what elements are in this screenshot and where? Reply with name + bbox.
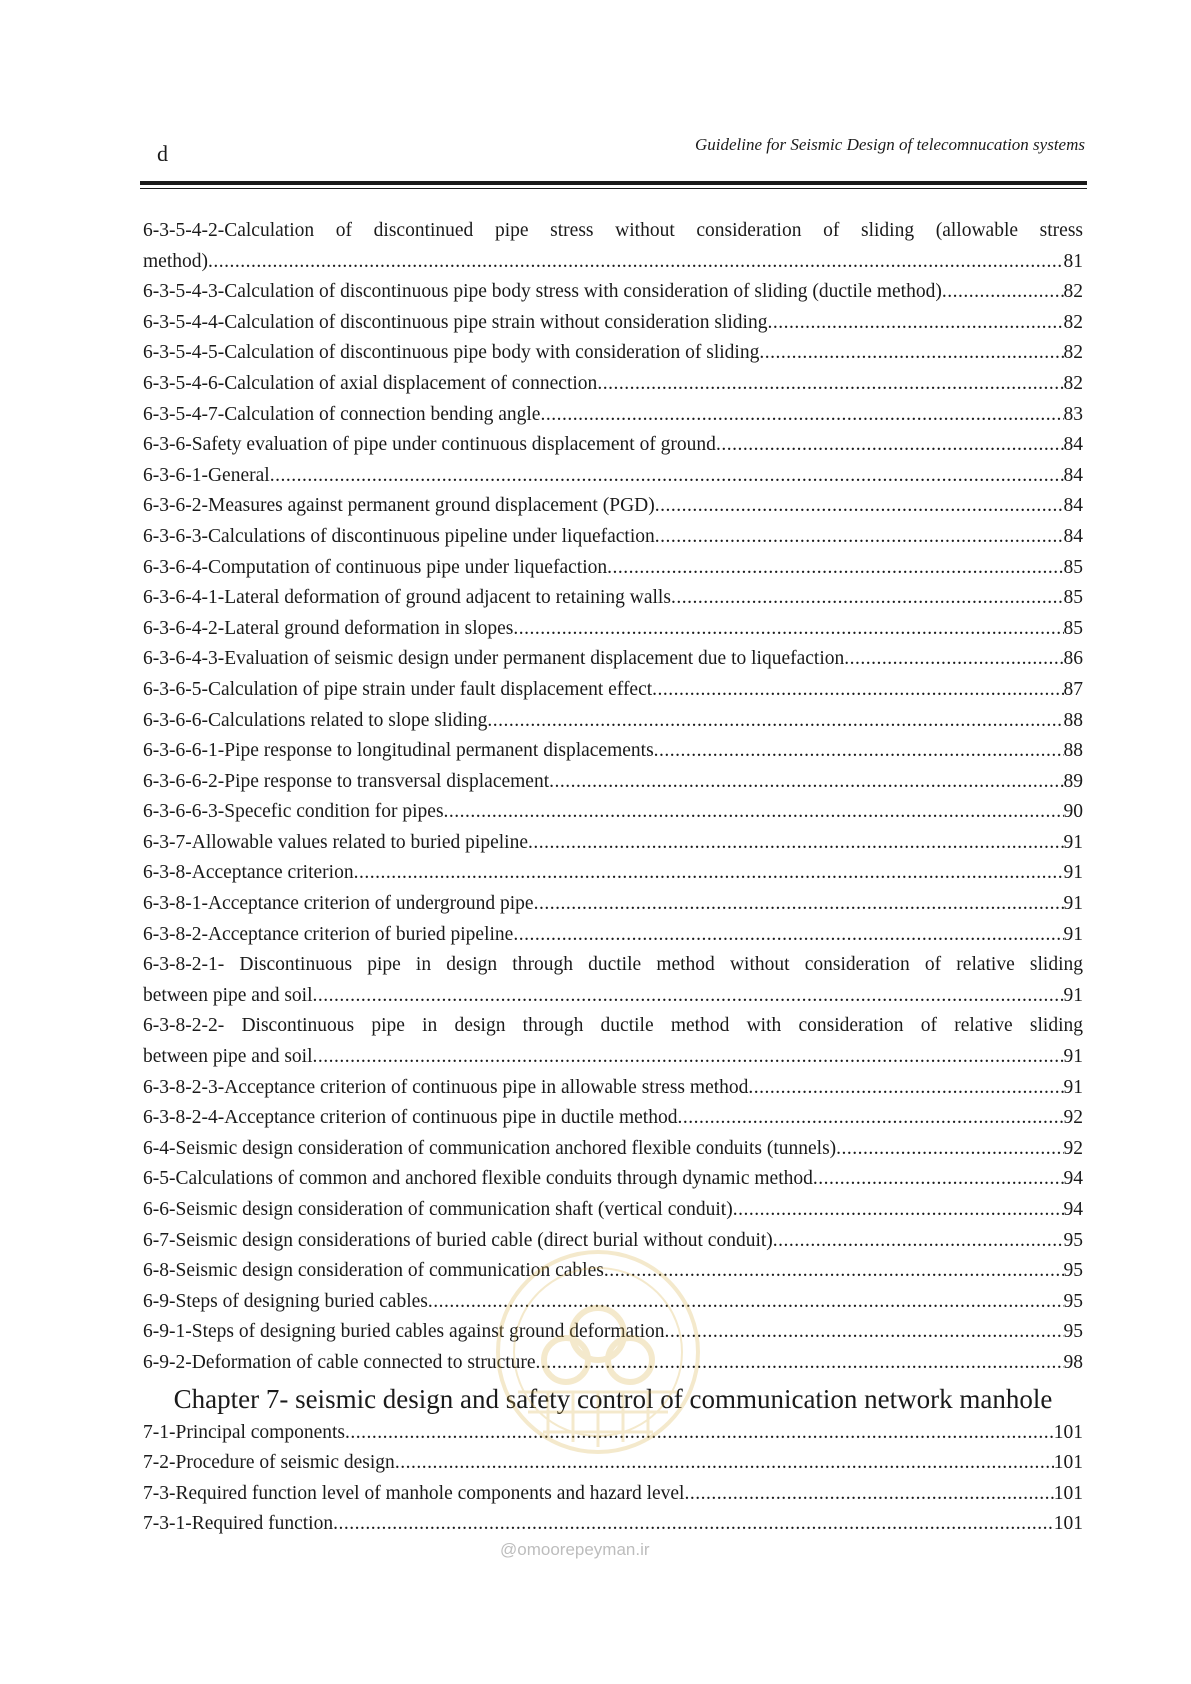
toc-entry-title: 7-3-Required function level of manhole components and hazard level <box>143 1482 685 1504</box>
toc-entry-page: 84 <box>1063 464 1083 486</box>
toc-leader-dots <box>716 430 1064 461</box>
toc-entry-page: 91 <box>1063 862 1083 884</box>
toc-entry-title: 6-3-6-2-Measures against permanent ground displacement (PGD) <box>143 495 655 517</box>
toc-entry <box>143 644 1083 675</box>
toc-entry-page: 101 <box>1053 1452 1083 1474</box>
toc-entry-title: 6-3-6-3-Calculations of discontinuous pipeline under liquefaction <box>143 525 655 547</box>
page-letter: d <box>157 141 168 166</box>
toc-leader-dots <box>528 828 1064 859</box>
toc-leader-dots <box>655 522 1064 553</box>
toc-entry-page: 92 <box>1063 1137 1083 1159</box>
toc-leader-dots <box>536 1348 1064 1379</box>
toc-leader-dots <box>677 1103 1063 1134</box>
toc-entry-title: 6-6-Seismic design consideration of communication shaft (vertical conduit) <box>143 1199 733 1220</box>
toc-entry-page: 92 <box>1063 1107 1083 1129</box>
toc-entry-title: 6-3-6-1-General <box>143 464 270 486</box>
toc-entry <box>143 1479 1083 1510</box>
toc-leader-dots <box>313 981 1064 1012</box>
toc-leader-dots <box>671 583 1064 614</box>
toc-entry <box>143 1348 1083 1379</box>
toc-entry-row <box>143 1348 1083 1379</box>
toc-entry <box>143 430 1083 461</box>
toc-entry-title: 7-1-Principal components <box>143 1421 345 1443</box>
toc-entry-page: 85 <box>1063 587 1083 609</box>
toc-entry-page: 101 <box>1053 1482 1083 1504</box>
toc-entry-title: 6-4-Seismic design consideration of communication anchored flexible conduits (tunnels) <box>143 1137 837 1159</box>
toc-entry-title: 6-3-8-Acceptance criterion <box>143 862 354 884</box>
toc-entry-row <box>143 1042 1083 1073</box>
toc-entry <box>143 1195 1083 1226</box>
toc-entry-first-line: 6-3-8-2-2- Discontinuous pipe in design through ductile method with consideration of relative sliding <box>143 1015 1083 1037</box>
toc-entry-row <box>143 247 1083 278</box>
toc-entry-row <box>143 858 1083 889</box>
toc-entry-title: 6-3-5-4-3-Calculation of discontinuous pipe body stress with consideration of sliding (ductile method) <box>143 281 942 303</box>
toc-entry-page: 91 <box>1063 923 1083 945</box>
toc-entry-page: 85 <box>1063 617 1083 639</box>
toc-entry <box>143 1103 1083 1134</box>
toc-entry-row <box>143 675 1083 706</box>
toc-entry-row <box>143 553 1083 584</box>
toc-entry-row <box>143 1226 1083 1257</box>
toc-entry-row <box>143 277 1083 308</box>
toc-entry-title: 6-3-6-4-1-Lateral deformation of ground adjacent to retaining walls <box>143 587 671 609</box>
toc-entry <box>143 461 1083 492</box>
toc-entry-row <box>143 430 1083 461</box>
toc-entry-page: 91 <box>1063 831 1083 853</box>
toc-entry-title: 6-3-8-1-Acceptance criterion of underground pipe <box>143 893 534 915</box>
toc-entry-row <box>143 767 1083 798</box>
toc-entry <box>143 706 1083 737</box>
toc-entry <box>143 491 1083 522</box>
toc-entry-title: 6-3-6-6-1-Pipe response to longitudinal permanent displacements <box>143 740 654 762</box>
toc-entry <box>143 1448 1083 1479</box>
toc-leader-dots <box>607 553 1063 584</box>
toc-entry-title: 6-3-5-4-5-Calculation of discontinuous pipe body with consideration of sliding <box>143 342 760 364</box>
toc-entry <box>143 1256 1083 1287</box>
toc-entry-row <box>143 981 1083 1012</box>
toc-entry-row <box>143 889 1083 920</box>
toc-leader-dots <box>684 1479 1053 1510</box>
toc-leader-dots <box>597 369 1063 400</box>
toc-entry-page: 95 <box>1063 1229 1083 1251</box>
toc-leader-dots <box>208 247 1064 278</box>
toc-entry <box>143 736 1083 767</box>
toc-entry <box>143 583 1083 614</box>
toc-entry <box>143 369 1083 400</box>
toc-leader-dots <box>652 675 1063 706</box>
toc-entry-page: 95 <box>1063 1321 1083 1343</box>
toc-leader-dots <box>513 614 1063 645</box>
toc-leader-dots <box>549 767 1063 798</box>
toc-entry-row <box>143 1073 1083 1104</box>
toc-entry-row <box>143 369 1083 400</box>
toc-entry <box>143 889 1083 920</box>
toc-entry-page: 88 <box>1063 709 1083 731</box>
toc-entry-title: 6-3-6-6-3-Specefic condition for pipes <box>143 801 444 823</box>
toc-entry-row <box>143 400 1083 431</box>
toc-entry-row <box>143 583 1083 614</box>
toc-leader-dots <box>313 1042 1064 1073</box>
toc-entry <box>143 950 1083 1011</box>
toc-entry <box>143 277 1083 308</box>
toc-entry-row <box>143 338 1083 369</box>
toc-leader-dots <box>270 461 1064 492</box>
toc-section-chapter-6 <box>143 216 1083 1379</box>
toc-leader-dots <box>654 736 1064 767</box>
toc-entry-title: 6-9-2-Deformation of cable connected to structure <box>143 1351 536 1373</box>
toc-leader-dots <box>354 858 1064 889</box>
toc-entry-page: 84 <box>1063 434 1083 456</box>
table-of-contents <box>143 216 1083 1540</box>
toc-entry-row <box>143 1164 1083 1195</box>
toc-entry-title: 6-3-6-6-2-Pipe response to transversal displacement <box>143 770 550 792</box>
toc-entry-row <box>143 920 1083 951</box>
toc-entry <box>143 920 1083 951</box>
toc-leader-dots <box>748 1073 1063 1104</box>
toc-entry-row <box>143 1448 1083 1479</box>
toc-entry <box>143 1317 1083 1348</box>
toc-leader-dots <box>428 1287 1064 1318</box>
toc-entry-page: 94 <box>1063 1199 1083 1220</box>
toc-entry-title: method) <box>143 250 208 272</box>
toc-leader-dots <box>513 920 1063 951</box>
toc-entry-row <box>143 1134 1083 1165</box>
toc-entry-page: 95 <box>1063 1290 1083 1312</box>
toc-entry-row <box>143 1479 1083 1510</box>
toc-entry-row <box>143 461 1083 492</box>
toc-entry-page: 95 <box>1063 1260 1083 1282</box>
toc-entry-page: 91 <box>1063 1076 1083 1098</box>
toc-leader-dots <box>759 338 1063 369</box>
toc-entry-title: 6-3-8-2-3-Acceptance criterion of continuous pipe in allowable stress method <box>143 1076 749 1098</box>
header-rule-thick <box>140 181 1087 185</box>
toc-entry-title: 6-3-8-2-4-Acceptance criterion of continuous pipe in ductile method <box>143 1107 678 1129</box>
toc-entry-row <box>143 1287 1083 1318</box>
toc-entry-row <box>143 706 1083 737</box>
toc-entry <box>143 338 1083 369</box>
toc-entry-title: between pipe and soil <box>143 1046 313 1068</box>
toc-entry-title: 6-9-1-Steps of designing buried cables against ground deformation <box>143 1321 665 1343</box>
toc-entry-page: 83 <box>1063 403 1083 425</box>
toc-section-chapter-7 <box>143 1418 1083 1540</box>
toc-entry <box>143 1287 1083 1318</box>
toc-entry-title: 7-2-Procedure of seismic design <box>143 1452 395 1474</box>
toc-leader-dots <box>333 1509 1054 1540</box>
toc-entry <box>143 828 1083 859</box>
toc-entry <box>143 858 1083 889</box>
toc-entry <box>143 1164 1083 1195</box>
toc-entry-title: 6-3-5-4-6-Calculation of axial displacement of connection <box>143 372 598 394</box>
toc-entry-row <box>143 736 1083 767</box>
toc-entry <box>143 400 1083 431</box>
toc-entry-title: 6-5-Calculations of common and anchored flexible conduits through dynamic method <box>143 1168 813 1190</box>
toc-entry <box>143 797 1083 828</box>
toc-entry-page: 86 <box>1063 648 1083 670</box>
toc-entry-row <box>143 1195 1083 1226</box>
toc-entry-title: 6-3-6-Safety evaluation of pipe under continuous displacement of ground <box>143 434 716 456</box>
toc-entry-title: 6-3-6-4-3-Evaluation of seismic design under permanent displacement due to liquefaction <box>143 648 845 670</box>
toc-entry-page: 81 <box>1063 250 1083 272</box>
toc-entry-row <box>143 308 1083 339</box>
toc-leader-dots <box>534 889 1064 920</box>
toc-entry <box>143 614 1083 645</box>
toc-leader-dots <box>942 277 1064 308</box>
toc-entry-title: 6-3-5-4-4-Calculation of discontinuous pipe strain without consideration sliding <box>143 311 768 333</box>
toc-entry-row <box>143 1103 1083 1134</box>
toc-entry-first-line: 6-3-8-2-1- Discontinuous pipe in design through ductile method without consideration of relative sliding <box>143 954 1083 976</box>
toc-entry <box>143 308 1083 339</box>
toc-leader-dots <box>733 1195 1064 1226</box>
toc-entry-page: 94 <box>1063 1168 1083 1190</box>
toc-entry-row <box>143 828 1083 859</box>
toc-entry-title: 6-9-Steps of designing buried cables <box>143 1290 428 1312</box>
toc-entry-title: 6-3-7-Allowable values related to buried pipeline <box>143 831 528 853</box>
toc-entry-page: 88 <box>1063 740 1083 762</box>
toc-leader-dots <box>345 1418 1054 1449</box>
toc-leader-dots <box>773 1226 1064 1257</box>
toc-entry <box>143 216 1083 277</box>
toc-entry <box>143 675 1083 706</box>
toc-leader-dots <box>395 1448 1054 1479</box>
toc-entry-title: 6-3-6-5-Calculation of pipe strain under fault displacement effect <box>143 678 653 700</box>
toc-entry-page: 82 <box>1063 311 1083 333</box>
toc-entry-row <box>143 522 1083 553</box>
toc-entry <box>143 1226 1083 1257</box>
toc-entry-row <box>143 491 1083 522</box>
toc-entry-page: 91 <box>1063 1046 1083 1068</box>
toc-entry <box>143 1134 1083 1165</box>
toc-entry <box>143 553 1083 584</box>
toc-entry-row <box>143 614 1083 645</box>
toc-entry-title: 6-3-6-6-Calculations related to slope sliding <box>143 709 488 731</box>
toc-leader-dots <box>487 706 1063 737</box>
toc-entry-page: 84 <box>1063 495 1083 517</box>
toc-leader-dots <box>813 1164 1064 1195</box>
toc-entry-title: 7-3-1-Required function <box>143 1513 334 1535</box>
toc-entry-row <box>143 1256 1083 1287</box>
toc-leader-dots <box>540 400 1063 431</box>
toc-entry-title: between pipe and soil <box>143 984 313 1006</box>
toc-entry-page: 101 <box>1053 1421 1083 1443</box>
toc-leader-dots <box>665 1317 1064 1348</box>
toc-entry <box>143 1418 1083 1449</box>
toc-entry-row <box>143 1418 1083 1449</box>
toc-entry-title: 6-3-6-4-2-Lateral ground deformation in slopes <box>143 617 514 639</box>
toc-entry <box>143 522 1083 553</box>
toc-entry-page: 84 <box>1063 525 1083 547</box>
toc-entry-page: 82 <box>1063 372 1083 394</box>
toc-entry-page: 101 <box>1053 1513 1083 1535</box>
toc-entry <box>143 1509 1083 1540</box>
toc-leader-dots <box>844 644 1063 675</box>
toc-entry-page: 89 <box>1063 770 1083 792</box>
toc-leader-dots <box>444 797 1064 828</box>
toc-entry-first-line: 6-3-5-4-2-Calculation of discontinued pipe stress without consideration of sliding (allowable stress <box>143 220 1083 241</box>
toc-entry-row <box>143 1317 1083 1348</box>
toc-entry-page: 91 <box>1063 984 1083 1006</box>
toc-entry-title: 6-8-Seismic design consideration of communication cables <box>143 1260 604 1282</box>
toc-entry-page: 85 <box>1063 556 1083 578</box>
toc-entry <box>143 1073 1083 1104</box>
toc-leader-dots <box>836 1134 1063 1165</box>
toc-entry-row <box>143 1509 1083 1540</box>
toc-entry-page: 82 <box>1063 342 1083 364</box>
toc-entry-title: 6-7-Seismic design considerations of buried cable (direct burial without conduit) <box>143 1229 773 1251</box>
toc-entry-row <box>143 644 1083 675</box>
toc-leader-dots <box>655 491 1064 522</box>
header-rule-thin <box>140 188 1087 189</box>
toc-leader-dots <box>604 1256 1064 1287</box>
toc-entry-title: 6-3-8-2-Acceptance criterion of buried pipeline <box>143 923 514 945</box>
toc-entry <box>143 767 1083 798</box>
toc-entry-page: 87 <box>1063 678 1083 700</box>
toc-entry-page: 90 <box>1063 801 1083 823</box>
chapter-7-heading: Chapter 7- seismic design and safety control of communication network manhole <box>173 1383 1053 1414</box>
toc-entry-row <box>143 797 1083 828</box>
watermark-site: @omoorepeyman.ir <box>500 1540 650 1559</box>
toc-entry-title: 6-3-6-4-Computation of continuous pipe under liquefaction <box>143 556 608 578</box>
running-head: Guideline for Seismic Design of telecomnucation systems <box>695 135 1085 154</box>
toc-entry <box>143 1011 1083 1072</box>
toc-leader-dots <box>767 308 1063 339</box>
toc-entry-title: 6-3-5-4-7-Calculation of connection bending angle <box>143 403 541 425</box>
toc-entry-page: 82 <box>1063 281 1083 303</box>
toc-entry-page: 98 <box>1063 1351 1083 1373</box>
toc-entry-page: 91 <box>1063 893 1083 915</box>
